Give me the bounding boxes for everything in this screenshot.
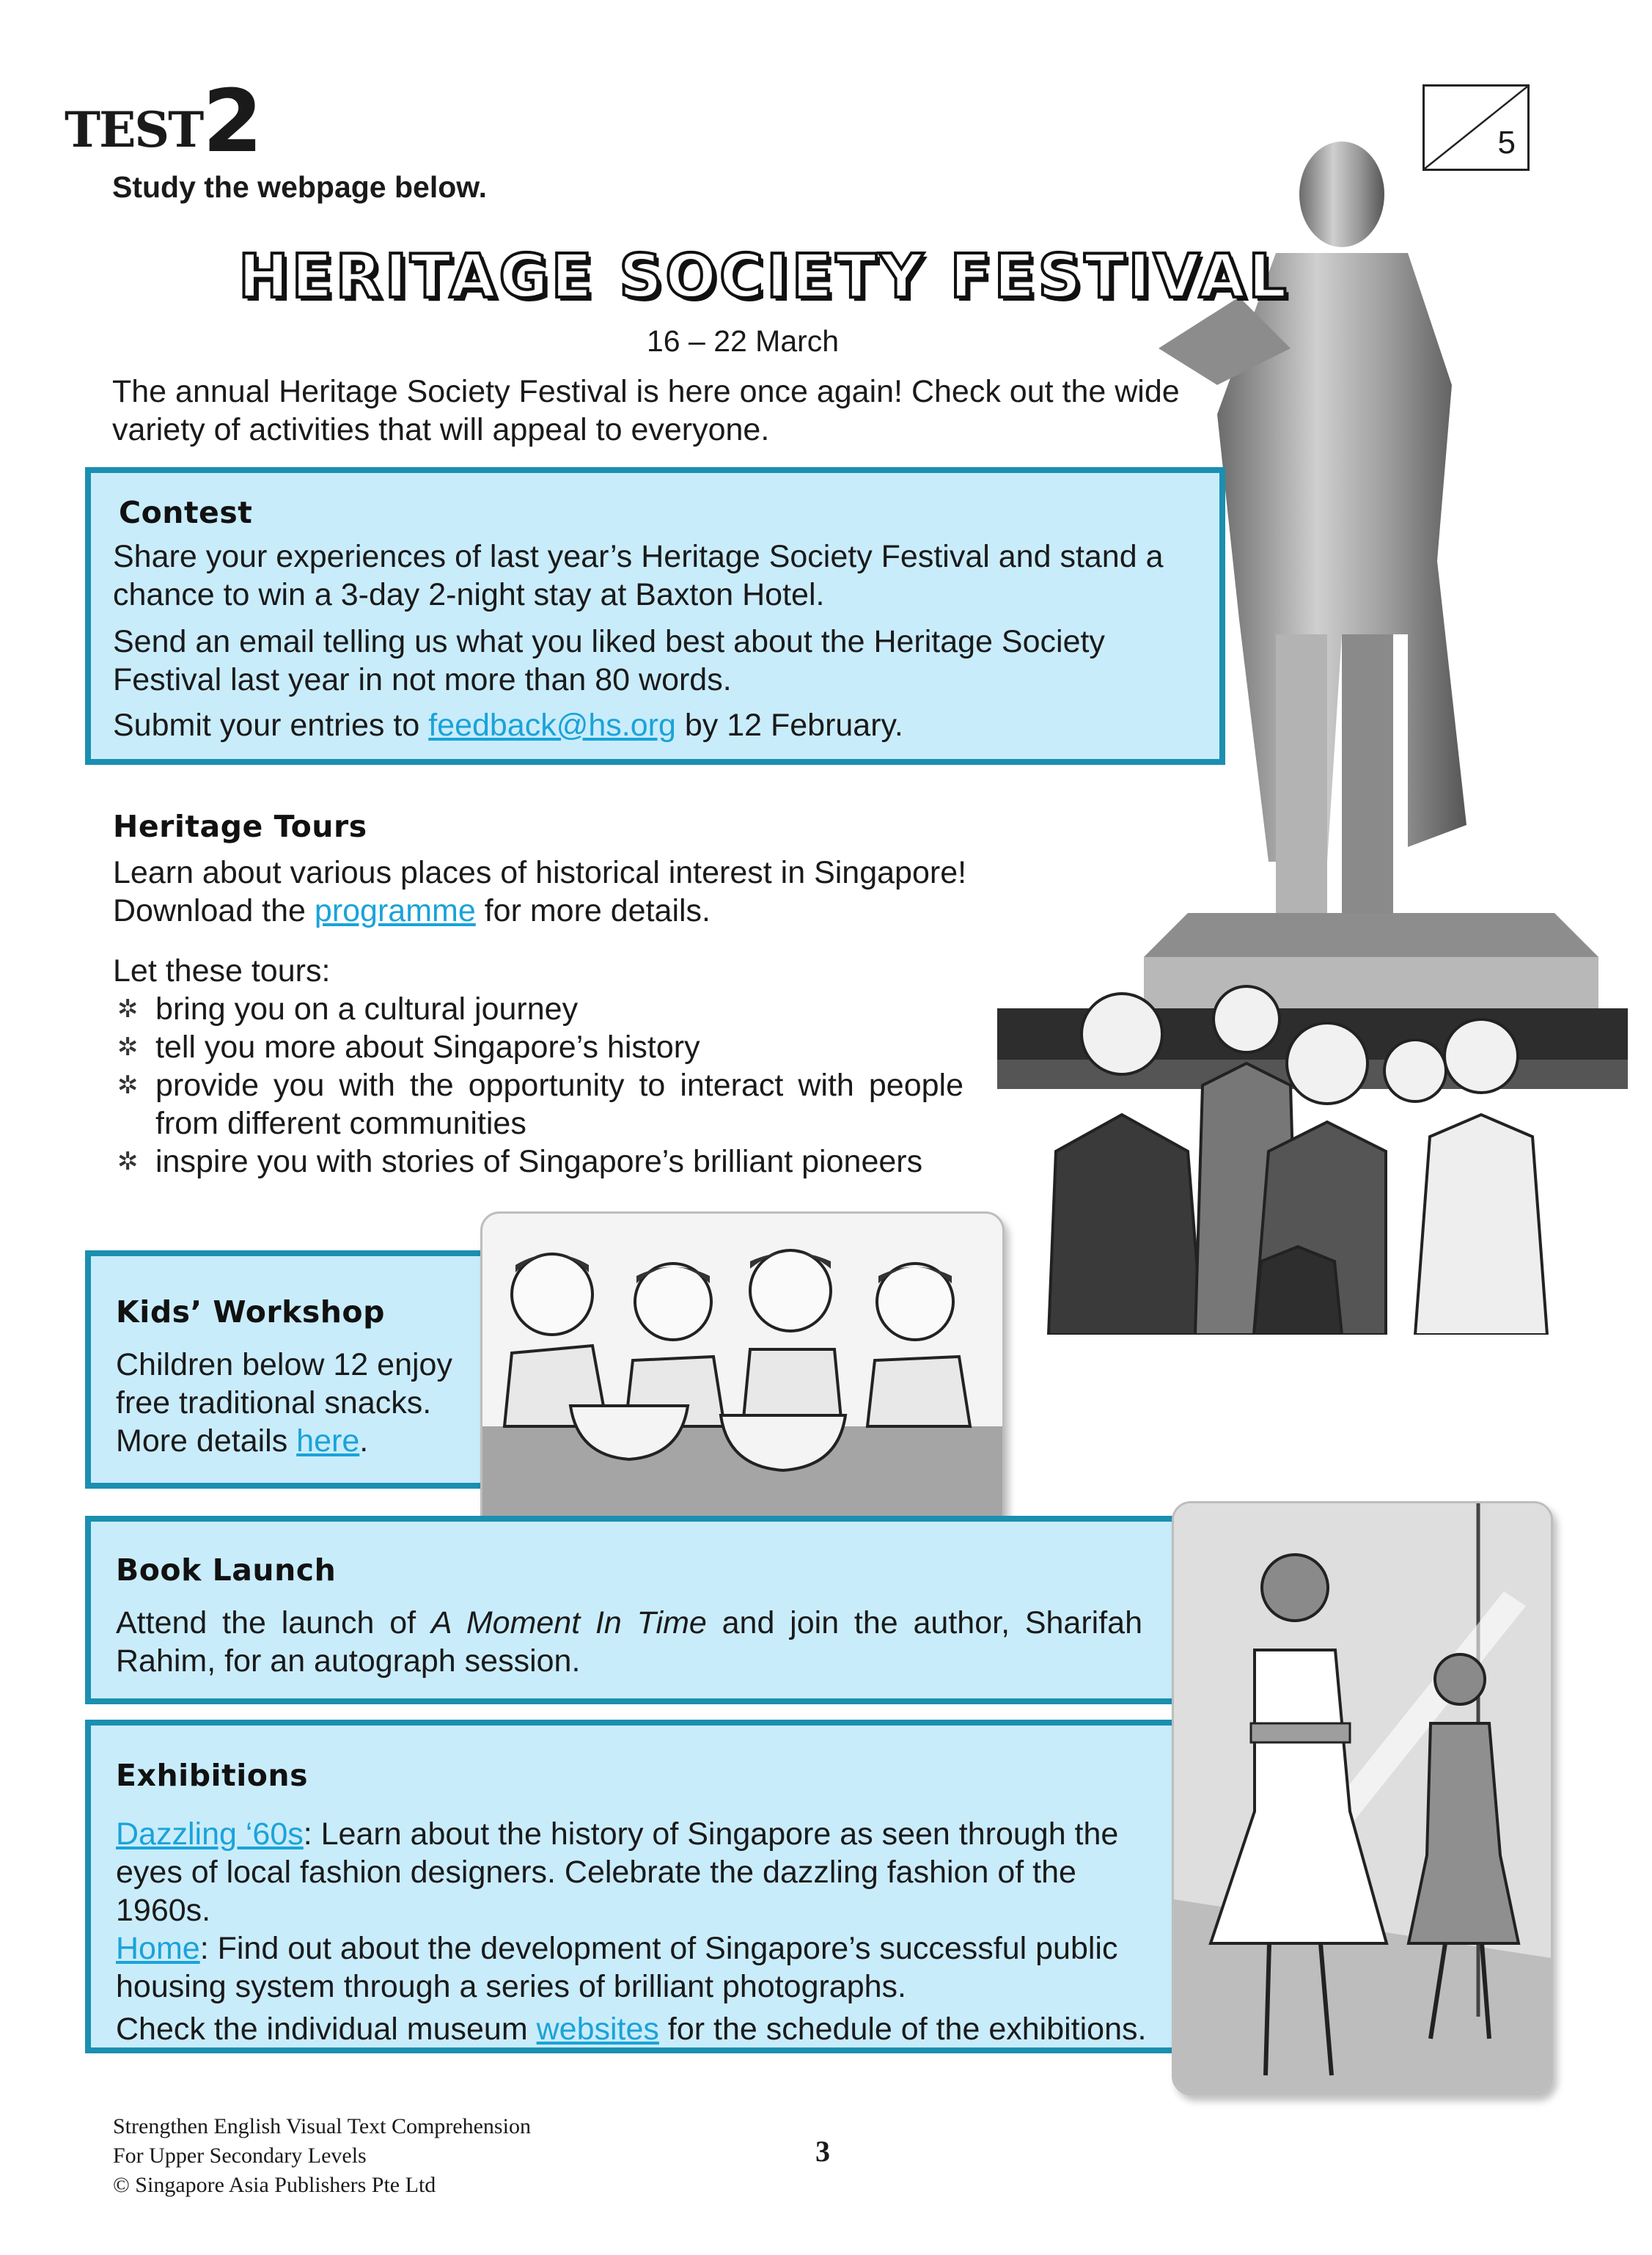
asterisk-bullet-icon: ✲	[117, 1148, 139, 1176]
dazzling-60s-text: : Learn about the history of Singapore as seen through the eyes of local fashion designers. Celebrate the dazzling fashion of the 1960s.	[116, 1816, 1119, 1928]
tours-download-text: Download the	[113, 893, 315, 928]
schedule-rest-text: for the schedule of the exhibitions.	[658, 2012, 1147, 2047]
kids-drawing	[482, 1214, 1002, 1533]
kids-eating-illustration	[480, 1211, 1005, 1536]
feedback-email-link[interactable]: feedback@hs.org	[428, 708, 676, 743]
book-launch-intro: Attend the launch of	[116, 1605, 431, 1640]
test-word: TEST	[65, 101, 203, 158]
book-launch-text	[116, 1604, 1142, 1680]
contest-deadline-text: by 12 February.	[675, 708, 903, 743]
list-item-text: inspire you with stories of Singapore’s brilliant pioneers	[155, 1144, 923, 1179]
page-number: 3	[815, 2135, 830, 2168]
list-item-text: tell you more about Singapore’s history	[155, 1030, 700, 1065]
exhibition-home	[116, 1929, 1172, 2006]
book-launch-heading: Book Launch	[116, 1552, 337, 1588]
list-item	[113, 1066, 963, 1143]
footer-credits	[113, 2112, 531, 2200]
contest-paragraph-3	[113, 706, 903, 744]
book-title: A Moment In Time	[430, 1605, 707, 1640]
contest-paragraph-1: Share your experiences of last year’s Heritage Society Festival and stand a chance to win a 3-day 2-night stay at Baxton Hotel.	[113, 539, 1164, 612]
home-exhibition-text: : Find out about the development of Singapore’s successful public housing system through a series of brilliant photographs.	[116, 1931, 1118, 2004]
dazzling-60s-link[interactable]: Dazzling ‘60s	[116, 1816, 304, 1852]
footer-copyright: © Singapore Asia Publishers Pte Ltd	[113, 2173, 436, 2197]
book-launch-rest: and join the author, Sharifah Rahim, for an autograph session.	[116, 1605, 1142, 1679]
exhibitions-heading: Exhibitions	[116, 1758, 309, 1793]
workshop-more	[116, 1422, 368, 1460]
list-item-text: provide you with the opportunity to interact with people from different communities	[155, 1068, 963, 1141]
footer-level: For Upper Secondary Levels	[113, 2144, 367, 2168]
tours-heading: Heritage Tours	[113, 809, 367, 844]
workshop-heading: Kids’ Workshop	[116, 1294, 385, 1330]
list-item	[113, 1028, 963, 1066]
asterisk-bullet-icon: ✲	[117, 995, 139, 1023]
contest-heading: Contest	[119, 495, 253, 530]
asterisk-bullet-icon: ✲	[117, 1033, 139, 1061]
tours-details-text: for more details.	[475, 893, 711, 928]
workshop-box	[85, 1250, 532, 1489]
list-item-text: bring you on a cultural journey	[155, 991, 579, 1027]
tours-line-2	[113, 892, 711, 930]
exhibition-dazzling	[116, 1815, 1172, 1929]
fashion-drawing	[1174, 1503, 1551, 2093]
instruction: Study the webpage below.	[112, 170, 488, 204]
intro-text: The annual Heritage Society Festival is here once again! Check out the wide variety of activities that will appeal to everyone.	[112, 374, 1180, 447]
workshop-more-text: More details	[116, 1423, 297, 1459]
tours-list-intro: Let these tours:	[113, 953, 331, 989]
exhibitions-box	[85, 1720, 1222, 2053]
page-title: HERITAGE SOCIETY FESTIVAL	[238, 242, 1290, 312]
festival-dates: 16 – 22 March	[647, 324, 840, 358]
test-number: 2	[202, 70, 260, 172]
workshop-text: Children below 12 enjoy free traditional snacks.	[116, 1347, 452, 1420]
home-link[interactable]: Home	[116, 1931, 200, 1966]
fashion-illustration	[1172, 1501, 1553, 2095]
contest-paragraph-2: Send an email telling us what you liked best about the Heritage Society Festival last year in not more than 80 words.	[113, 624, 1105, 697]
workshop-period: .	[359, 1423, 369, 1459]
tourists-illustration	[1019, 968, 1554, 1335]
list-item	[113, 1143, 963, 1181]
schedule-text: Check the individual museum	[116, 2012, 537, 2047]
asterisk-bullet-icon: ✲	[117, 1071, 139, 1099]
tours-line-1: Learn about various places of historical interest in Singapore!	[113, 855, 967, 890]
exhibition-schedule	[116, 2010, 1146, 2048]
workshop-here-link[interactable]: here	[296, 1423, 360, 1459]
websites-link[interactable]: websites	[536, 2012, 659, 2047]
tours-list	[113, 990, 963, 1181]
test-label	[65, 70, 260, 172]
contest-submit-text: Submit your entries to	[113, 708, 429, 743]
list-item	[113, 990, 963, 1028]
contest-box	[85, 467, 1225, 765]
footer-book-title: Strengthen English Visual Text Comprehension	[113, 2114, 531, 2138]
score-value: 5	[1497, 125, 1516, 161]
programme-link[interactable]: programme	[314, 893, 476, 928]
book-launch-box	[85, 1516, 1222, 1704]
